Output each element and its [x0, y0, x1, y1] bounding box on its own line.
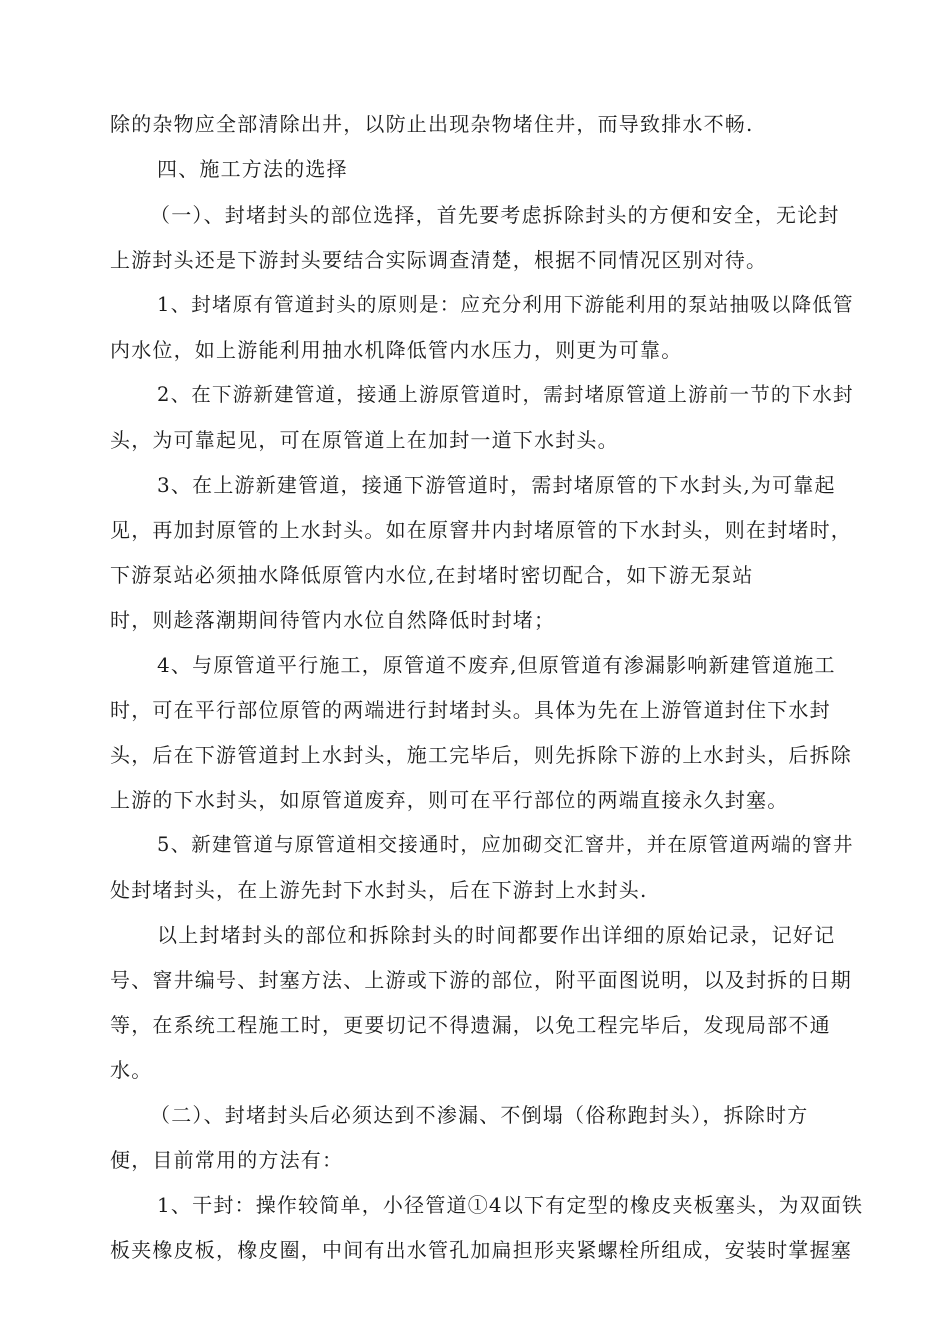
text-line: 上游的下水封头，如原管道废弃，则可在平行部位的两端直接永久封塞。 — [110, 788, 789, 812]
text-line: 板夹橡皮板，橡皮圈，中间有出水管孔加扁担形夹紧螺栓所组成，安装时掌握塞 — [110, 1238, 852, 1262]
text-line: 1、干封：操作较简单，小径管道①4以下有定型的橡皮夹板塞头，为双面铁 — [157, 1193, 864, 1217]
text-line: 处封堵封头，在上游先封下水封头，后在下游封上水封头. — [110, 878, 648, 902]
text-line: 等，在系统工程施工时，更要切记不得遗漏，以免工程完毕后，发现局部不通 — [110, 1013, 831, 1037]
text-line: 4、与原管道平行施工，原管道不废弃,但原管道有渗漏影响新建管道施工 — [157, 653, 836, 677]
text-line: 2、在下游新建管道，接通上游原管道时，需封堵原管道上游前一节的下水封 — [157, 383, 854, 406]
text-line: 除的杂物应全部清除出井，以防止出现杂物堵住井，而导致排水不畅. — [110, 112, 754, 136]
text-line: 便，目前常用的方法有： — [110, 1148, 344, 1172]
text-line: 时，则趁落潮期间待管内水位自然降低时封堵； — [110, 608, 556, 632]
text-line: 1、封堵原有管道封头的原则是：应充分利用下游能利用的泵站抽吸以降低管 — [157, 293, 854, 316]
text-line: 号、窨井编号、封塞方法、上游或下游的部位，附平面图说明，以及封拆的日期 — [110, 968, 852, 992]
text-line: 时，可在平行部位原管的两端进行封堵封头。具体为先在上游管道封住下水封 — [110, 698, 831, 722]
text-line: 5、新建管道与原管道相交接通时，应加砌交汇窨井，并在原管道两端的窨井 — [157, 833, 854, 856]
text-line: （二）、封堵封头后必须达到不渗漏、不倒塌（俗称跑封头），拆除时方 — [150, 1103, 809, 1127]
text-line: 头，后在下游管道封上水封头，施工完毕后，则先拆除下游的上水封头，后拆除 — [110, 743, 852, 767]
text-line: 水。 — [110, 1058, 153, 1082]
text-line: 3、在上游新建管道，接通下游管道时，需封堵原管的下水封头,为可靠起 — [157, 473, 836, 497]
text-line: 头，为可靠起见，可在原管道上在加封一道下水封头。 — [110, 428, 619, 452]
section-heading: 四、施工方法的选择 — [157, 157, 348, 181]
text-line: 下游泵站必须抽水降低原管内水位,在封堵时密切配合，如下游无泵站 — [110, 563, 754, 587]
text-line: 内水位，如上游能利用抽水机降低管内水压力，则更为可靠。 — [110, 338, 683, 362]
text-line: 以上封堵封头的部位和拆除封头的时间都要作出详细的原始记录，记好记 — [157, 923, 836, 947]
text-line: （一）、封堵封头的部位选择，首先要考虑拆除封头的方便和安全，无论封 — [150, 203, 840, 227]
text-line: 见，再加封原管的上水封头。如在原窨井内封堵原管的下水封头，则在封堵时， — [110, 518, 852, 542]
text-line: 上游封头还是下游封头要结合实际调查清楚，根据不同情况区别对待。 — [110, 248, 768, 272]
